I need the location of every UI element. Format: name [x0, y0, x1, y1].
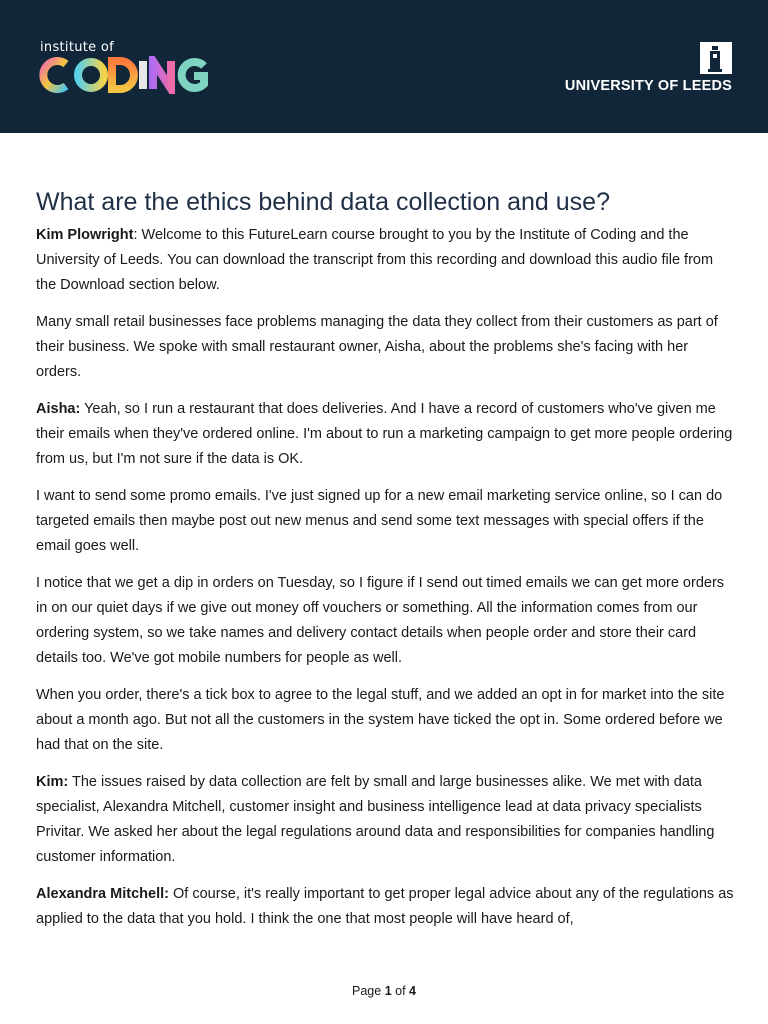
page-label: Page — [352, 984, 385, 998]
paragraph-text: Of course, it's really important to get proper legal advice about any of the regulations as applied to the data that you hold. I think the one that most people will have heard of, — [36, 886, 734, 927]
university-name: UNIVERSITY OF LEEDS — [564, 78, 732, 94]
total-pages: 4 — [409, 984, 416, 998]
paragraph-text: The issues raised by data collection are felt by small and large businesses alike. We met with data specialist, Alexandra Mitchell, customer insight and business intelligence lead at data privacy specialists Privitar. We asked her about the legal regulations around data and responsibilities for companies handling customer information. — [36, 774, 715, 865]
leeds-tower-icon — [700, 42, 732, 74]
speaker-name: Kim: — [36, 774, 69, 790]
paragraph-text: Yeah, so I run a restaurant that does deliveries. And I have a record of customers who've given me their emails when they've ordered online. I'm about to run a marketing campaign to get more people ordering from us, but I'm not sure if the data is OK. — [36, 401, 733, 467]
page-title: What are the ethics behind data collection and use? — [36, 188, 610, 216]
paragraph — [36, 770, 736, 870]
paragraph — [36, 882, 736, 932]
speaker-name: Aisha: — [36, 401, 81, 417]
paragraph-text: I want to send some promo emails. I've just signed up for a new email marketing service online, so I can do targeted emails then maybe post out new menus and send some text messages with special offers if the email goes well. — [36, 488, 723, 554]
page-of: of — [391, 984, 410, 998]
page-header — [0, 0, 768, 133]
institute-of-coding-logo — [36, 56, 236, 99]
paragraph-text: When you order, there's a tick box to agree to the legal stuff, and we added an opt in for market into the site about a month ago. But not all the customers in the system have ticked the opt in. Some ordered before we had that on the site. — [36, 687, 725, 753]
speaker-name: Kim Plowright — [36, 227, 134, 243]
paragraph — [36, 683, 736, 758]
paragraph-text: : Welcome to this FutureLearn course brought to you by the Institute of Coding and the University of Leeds. You can download the transcript from this recording and download this audio file from the Download section below. — [36, 227, 714, 293]
paragraph — [36, 310, 736, 385]
page-footer — [0, 984, 768, 998]
paragraph — [36, 223, 736, 298]
paragraph-text: I notice that we get a dip in orders on Tuesday, so I figure if I send out timed emails we can get more orders in on our quiet days if we give out money off vouchers or something. All the information comes from our ordering system, so we take names and delivery contact details when people order and store their card details too. We've got mobile numbers for people as well. — [36, 575, 725, 666]
paragraph — [36, 571, 736, 671]
speaker-name: Alexandra Mitchell: — [36, 886, 169, 902]
paragraph — [36, 484, 736, 559]
paragraph — [36, 397, 736, 472]
current-page: 1 — [384, 984, 392, 998]
paragraph-text: Many small retail businesses face problems managing the data they collect from their customers as part of their business. We spoke with small restaurant owner, Aisha, about the problems she's facing with her orders. — [36, 314, 718, 380]
document-body — [36, 186, 736, 944]
ioc-small-text: institute of — [40, 40, 115, 55]
